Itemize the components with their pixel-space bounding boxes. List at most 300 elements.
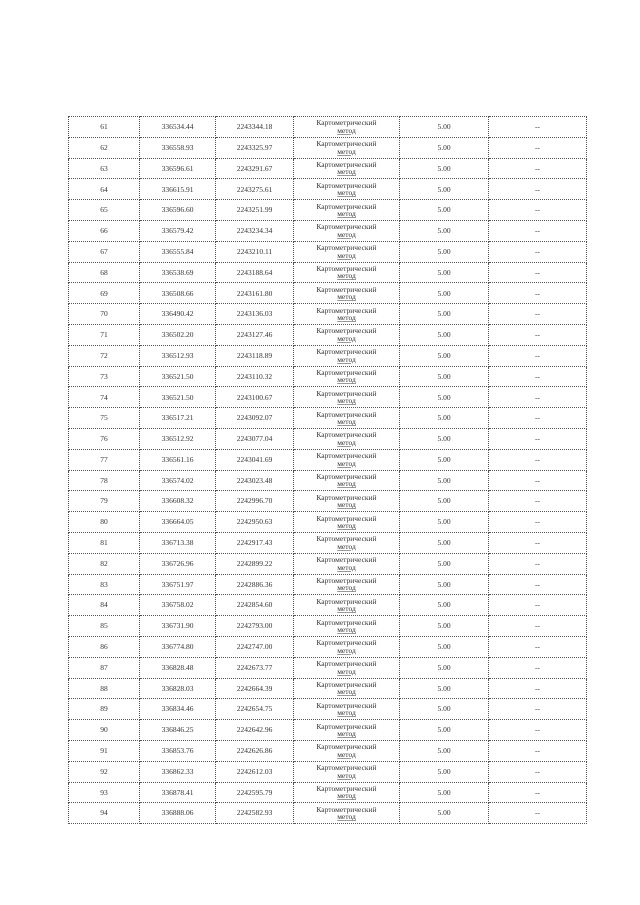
method-cell xyxy=(294,512,400,533)
point-number-cell: 64 xyxy=(69,179,140,200)
method-line-1: Картометрический xyxy=(316,284,377,294)
y-coordinate-cell: 2243077.04 xyxy=(216,428,294,449)
method-cell xyxy=(294,158,400,179)
method-line-1: Картометрический xyxy=(316,409,377,419)
y-coordinate-cell: 2242582.93 xyxy=(216,803,294,824)
method-cell xyxy=(294,470,400,491)
table-row xyxy=(69,283,587,304)
description-cell: -- xyxy=(489,137,587,158)
method-line-1: Картометрический xyxy=(316,596,377,606)
x-coordinate-cell: 336512.92 xyxy=(140,428,216,449)
method-line-1: Картометрический xyxy=(316,617,377,627)
table-row xyxy=(69,408,587,429)
precision-cell: 5.00 xyxy=(400,387,489,408)
table-row xyxy=(69,345,587,366)
table-row xyxy=(69,262,587,283)
precision-cell: 5.00 xyxy=(400,491,489,512)
precision-cell: 5.00 xyxy=(400,595,489,616)
method-line-1: Картометрический xyxy=(316,679,377,689)
x-coordinate-cell: 336774.80 xyxy=(140,636,216,657)
method-cell xyxy=(294,532,400,553)
method-cell xyxy=(294,740,400,761)
x-coordinate-cell: 336517.21 xyxy=(140,408,216,429)
description-cell: -- xyxy=(489,117,587,138)
description-cell: -- xyxy=(489,179,587,200)
precision-cell: 5.00 xyxy=(400,200,489,221)
method-cell xyxy=(294,657,400,678)
x-coordinate-cell: 336713.38 xyxy=(140,532,216,553)
method-cell xyxy=(294,387,400,408)
y-coordinate-cell: 2242654.75 xyxy=(216,699,294,720)
table-row xyxy=(69,740,587,761)
x-coordinate-cell: 336521.50 xyxy=(140,366,216,387)
description-cell: -- xyxy=(489,345,587,366)
method-cell xyxy=(294,408,400,429)
table-row xyxy=(69,304,587,325)
description-cell: -- xyxy=(489,761,587,782)
precision-cell: 5.00 xyxy=(400,366,489,387)
method-line-2: метод xyxy=(337,437,356,447)
table-row xyxy=(69,491,587,512)
method-line-1: Картометрический xyxy=(316,513,377,523)
description-cell: -- xyxy=(489,595,587,616)
precision-cell: 5.00 xyxy=(400,345,489,366)
table-row xyxy=(69,449,587,470)
method-line-1: Картометрический xyxy=(316,700,377,710)
x-coordinate-cell: 336596.61 xyxy=(140,158,216,179)
point-number-cell: 89 xyxy=(69,699,140,720)
description-cell: -- xyxy=(489,158,587,179)
method-line-2: метод xyxy=(337,500,356,510)
point-number-cell: 75 xyxy=(69,408,140,429)
x-coordinate-cell: 336888.06 xyxy=(140,803,216,824)
y-coordinate-cell: 2242626.86 xyxy=(216,740,294,761)
method-cell xyxy=(294,595,400,616)
method-cell xyxy=(294,491,400,512)
method-line-1: Картометрический xyxy=(316,367,377,377)
description-cell: -- xyxy=(489,512,587,533)
x-coordinate-cell: 336758.02 xyxy=(140,595,216,616)
x-coordinate-cell: 336664.05 xyxy=(140,512,216,533)
method-line-2: метод xyxy=(337,167,356,177)
precision-cell: 5.00 xyxy=(400,636,489,657)
table-row xyxy=(69,512,587,533)
method-line-1: Картометрический xyxy=(316,721,377,731)
y-coordinate-cell: 2243188.64 xyxy=(216,262,294,283)
description-cell: -- xyxy=(489,636,587,657)
method-line-1: Картометрический xyxy=(316,492,377,502)
point-number-cell: 77 xyxy=(69,449,140,470)
point-number-cell: 71 xyxy=(69,324,140,345)
table-row xyxy=(69,532,587,553)
method-line-2: метод xyxy=(337,770,356,780)
description-cell: -- xyxy=(489,262,587,283)
method-line-1: Картометрический xyxy=(316,305,377,315)
method-cell xyxy=(294,137,400,158)
y-coordinate-cell: 2242612.03 xyxy=(216,761,294,782)
method-cell xyxy=(294,636,400,657)
precision-cell: 5.00 xyxy=(400,262,489,283)
method-line-2: метод xyxy=(337,687,356,697)
x-coordinate-cell: 336521.50 xyxy=(140,387,216,408)
table-row xyxy=(69,179,587,200)
method-line-1: Картометрический xyxy=(316,263,377,273)
method-line-2: метод xyxy=(337,375,356,385)
method-line-1: Картометрический xyxy=(316,638,377,648)
point-number-cell: 76 xyxy=(69,428,140,449)
point-number-cell: 67 xyxy=(69,241,140,262)
precision-cell: 5.00 xyxy=(400,408,489,429)
method-line-1: Картометрический xyxy=(316,388,377,398)
table-row xyxy=(69,803,587,824)
y-coordinate-cell: 2242793.00 xyxy=(216,616,294,637)
method-line-2: метод xyxy=(337,209,356,219)
method-line-2: метод xyxy=(337,146,356,156)
x-coordinate-cell: 336751.97 xyxy=(140,574,216,595)
method-line-2: метод xyxy=(337,479,356,489)
precision-cell: 5.00 xyxy=(400,324,489,345)
method-line-2: метод xyxy=(337,250,356,260)
method-line-2: метод xyxy=(337,417,356,427)
description-cell: -- xyxy=(489,408,587,429)
y-coordinate-cell: 2242664.39 xyxy=(216,678,294,699)
description-cell: -- xyxy=(489,657,587,678)
method-cell xyxy=(294,761,400,782)
method-cell xyxy=(294,220,400,241)
precision-cell: 5.00 xyxy=(400,699,489,720)
description-cell: -- xyxy=(489,449,587,470)
method-line-1: Картометрический xyxy=(316,804,377,814)
point-number-cell: 70 xyxy=(69,304,140,325)
x-coordinate-cell: 336608.32 xyxy=(140,491,216,512)
point-number-cell: 84 xyxy=(69,595,140,616)
description-cell: -- xyxy=(489,740,587,761)
table-row xyxy=(69,428,587,449)
method-line-2: метод xyxy=(337,812,356,822)
method-line-2: метод xyxy=(337,604,356,614)
precision-cell: 5.00 xyxy=(400,616,489,637)
method-cell xyxy=(294,241,400,262)
point-number-cell: 92 xyxy=(69,761,140,782)
method-line-2: метод xyxy=(337,583,356,593)
method-cell xyxy=(294,179,400,200)
method-cell xyxy=(294,283,400,304)
method-line-1: Картометрический xyxy=(316,139,377,149)
method-line-2: метод xyxy=(337,354,356,364)
method-line-2: метод xyxy=(337,791,356,801)
x-coordinate-cell: 336828.03 xyxy=(140,678,216,699)
method-line-1: Картометрический xyxy=(316,471,377,481)
y-coordinate-cell: 2243023.48 xyxy=(216,470,294,491)
y-coordinate-cell: 2242673.77 xyxy=(216,657,294,678)
y-coordinate-cell: 2242854.60 xyxy=(216,595,294,616)
x-coordinate-cell: 336558.93 xyxy=(140,137,216,158)
method-cell xyxy=(294,345,400,366)
description-cell: -- xyxy=(489,553,587,574)
method-line-1: Картометрический xyxy=(316,534,377,544)
method-cell xyxy=(294,699,400,720)
point-number-cell: 91 xyxy=(69,740,140,761)
point-number-cell: 93 xyxy=(69,782,140,803)
method-line-2: метод xyxy=(337,458,356,468)
x-coordinate-cell: 336828.48 xyxy=(140,657,216,678)
y-coordinate-cell: 2243092.07 xyxy=(216,408,294,429)
table-row xyxy=(69,782,587,803)
description-cell: -- xyxy=(489,532,587,553)
y-coordinate-cell: 2242595.79 xyxy=(216,782,294,803)
precision-cell: 5.00 xyxy=(400,720,489,741)
coordinates-table-body xyxy=(69,117,587,824)
method-cell xyxy=(294,803,400,824)
x-coordinate-cell: 336853.76 xyxy=(140,740,216,761)
method-line-2: метод xyxy=(337,188,356,198)
method-line-1: Картометрический xyxy=(316,347,377,357)
point-number-cell: 80 xyxy=(69,512,140,533)
method-line-2: метод xyxy=(337,541,356,551)
method-cell xyxy=(294,616,400,637)
method-line-2: метод xyxy=(337,645,356,655)
table-row xyxy=(69,720,587,741)
method-line-2: метод xyxy=(337,396,356,406)
method-line-1: Картометрический xyxy=(316,555,377,565)
table-row xyxy=(69,220,587,241)
method-line-2: метод xyxy=(337,313,356,323)
precision-cell: 5.00 xyxy=(400,678,489,699)
description-cell: -- xyxy=(489,324,587,345)
y-coordinate-cell: 2243291.67 xyxy=(216,158,294,179)
point-number-cell: 94 xyxy=(69,803,140,824)
point-number-cell: 68 xyxy=(69,262,140,283)
table-row xyxy=(69,699,587,720)
x-coordinate-cell: 336555.84 xyxy=(140,241,216,262)
y-coordinate-cell: 2242886.36 xyxy=(216,574,294,595)
method-cell xyxy=(294,366,400,387)
description-cell: -- xyxy=(489,678,587,699)
method-line-2: метод xyxy=(337,666,356,676)
x-coordinate-cell: 336579.42 xyxy=(140,220,216,241)
table-row xyxy=(69,117,587,138)
description-cell: -- xyxy=(489,720,587,741)
method-line-1: Картометрический xyxy=(316,180,377,190)
method-cell xyxy=(294,678,400,699)
x-coordinate-cell: 336561.16 xyxy=(140,449,216,470)
method-line-1: Картометрический xyxy=(316,222,377,232)
x-coordinate-cell: 336512.93 xyxy=(140,345,216,366)
description-cell: -- xyxy=(489,220,587,241)
point-number-cell: 83 xyxy=(69,574,140,595)
method-line-2: метод xyxy=(337,708,356,718)
method-line-2: метод xyxy=(337,125,356,135)
method-line-2: метод xyxy=(337,749,356,759)
description-cell: -- xyxy=(489,241,587,262)
x-coordinate-cell: 336846.25 xyxy=(140,720,216,741)
table-row xyxy=(69,636,587,657)
method-line-2: метод xyxy=(337,562,356,572)
table-row xyxy=(69,616,587,637)
y-coordinate-cell: 2242917.43 xyxy=(216,532,294,553)
y-coordinate-cell: 2243251.99 xyxy=(216,200,294,221)
y-coordinate-cell: 2243325.97 xyxy=(216,137,294,158)
precision-cell: 5.00 xyxy=(400,532,489,553)
description-cell: -- xyxy=(489,428,587,449)
description-cell: -- xyxy=(489,366,587,387)
table-row xyxy=(69,158,587,179)
method-line-1: Картометрический xyxy=(316,659,377,669)
x-coordinate-cell: 336834.46 xyxy=(140,699,216,720)
point-number-cell: 62 xyxy=(69,137,140,158)
point-number-cell: 86 xyxy=(69,636,140,657)
table-row xyxy=(69,137,587,158)
x-coordinate-cell: 336508.66 xyxy=(140,283,216,304)
y-coordinate-cell: 2242950.63 xyxy=(216,512,294,533)
table-row xyxy=(69,387,587,408)
description-cell: -- xyxy=(489,699,587,720)
table-row xyxy=(69,574,587,595)
coordinates-table xyxy=(68,116,587,824)
precision-cell: 5.00 xyxy=(400,740,489,761)
x-coordinate-cell: 336538.69 xyxy=(140,262,216,283)
precision-cell: 5.00 xyxy=(400,283,489,304)
description-cell: -- xyxy=(489,200,587,221)
table-row xyxy=(69,324,587,345)
precision-cell: 5.00 xyxy=(400,553,489,574)
point-number-cell: 69 xyxy=(69,283,140,304)
x-coordinate-cell: 336502.20 xyxy=(140,324,216,345)
y-coordinate-cell: 2243127.46 xyxy=(216,324,294,345)
point-number-cell: 87 xyxy=(69,657,140,678)
method-cell xyxy=(294,782,400,803)
point-number-cell: 73 xyxy=(69,366,140,387)
x-coordinate-cell: 336615.91 xyxy=(140,179,216,200)
y-coordinate-cell: 2243275.61 xyxy=(216,179,294,200)
method-line-2: метод xyxy=(337,229,356,239)
x-coordinate-cell: 336596.60 xyxy=(140,200,216,221)
precision-cell: 5.00 xyxy=(400,428,489,449)
precision-cell: 5.00 xyxy=(400,761,489,782)
method-line-1: Картометрический xyxy=(316,763,377,773)
point-number-cell: 66 xyxy=(69,220,140,241)
method-line-2: метод xyxy=(337,625,356,635)
method-line-1: Картометрический xyxy=(316,430,377,440)
method-cell xyxy=(294,117,400,138)
x-coordinate-cell: 336490.42 xyxy=(140,304,216,325)
x-coordinate-cell: 336862.33 xyxy=(140,761,216,782)
precision-cell: 5.00 xyxy=(400,803,489,824)
point-number-cell: 81 xyxy=(69,532,140,553)
table-row xyxy=(69,761,587,782)
method-cell xyxy=(294,304,400,325)
precision-cell: 5.00 xyxy=(400,449,489,470)
method-line-1: Картометрический xyxy=(316,451,377,461)
method-line-1: Картометрический xyxy=(316,159,377,169)
y-coordinate-cell: 2243344.18 xyxy=(216,117,294,138)
y-coordinate-cell: 2242899.22 xyxy=(216,553,294,574)
y-coordinate-cell: 2243161.80 xyxy=(216,283,294,304)
point-number-cell: 72 xyxy=(69,345,140,366)
y-coordinate-cell: 2243100.67 xyxy=(216,387,294,408)
method-cell xyxy=(294,324,400,345)
description-cell: -- xyxy=(489,470,587,491)
precision-cell: 5.00 xyxy=(400,137,489,158)
point-number-cell: 82 xyxy=(69,553,140,574)
y-coordinate-cell: 2243110.32 xyxy=(216,366,294,387)
description-cell: -- xyxy=(489,491,587,512)
y-coordinate-cell: 2243118.89 xyxy=(216,345,294,366)
method-cell xyxy=(294,262,400,283)
method-line-2: метод xyxy=(337,521,356,531)
precision-cell: 5.00 xyxy=(400,117,489,138)
precision-cell: 5.00 xyxy=(400,241,489,262)
table-row xyxy=(69,553,587,574)
x-coordinate-cell: 336574.02 xyxy=(140,470,216,491)
method-line-1: Картометрический xyxy=(316,201,377,211)
table-row xyxy=(69,200,587,221)
method-cell xyxy=(294,428,400,449)
point-number-cell: 61 xyxy=(69,117,140,138)
point-number-cell: 88 xyxy=(69,678,140,699)
precision-cell: 5.00 xyxy=(400,574,489,595)
method-line-2: метод xyxy=(337,292,356,302)
precision-cell: 5.00 xyxy=(400,179,489,200)
point-number-cell: 85 xyxy=(69,616,140,637)
precision-cell: 5.00 xyxy=(400,220,489,241)
method-line-2: метод xyxy=(337,271,356,281)
precision-cell: 5.00 xyxy=(400,657,489,678)
method-line-1: Картометрический xyxy=(316,326,377,336)
precision-cell: 5.00 xyxy=(400,304,489,325)
point-number-cell: 90 xyxy=(69,720,140,741)
description-cell: -- xyxy=(489,803,587,824)
method-cell xyxy=(294,574,400,595)
y-coordinate-cell: 2242642.96 xyxy=(216,720,294,741)
x-coordinate-cell: 336878.41 xyxy=(140,782,216,803)
precision-cell: 5.00 xyxy=(400,782,489,803)
y-coordinate-cell: 2243136.03 xyxy=(216,304,294,325)
table-row xyxy=(69,366,587,387)
description-cell: -- xyxy=(489,782,587,803)
x-coordinate-cell: 336731.90 xyxy=(140,616,216,637)
description-cell: -- xyxy=(489,387,587,408)
x-coordinate-cell: 336534.44 xyxy=(140,117,216,138)
method-line-1: Картометрический xyxy=(316,243,377,253)
method-cell xyxy=(294,200,400,221)
method-line-1: Картометрический xyxy=(316,118,377,128)
table-row xyxy=(69,657,587,678)
y-coordinate-cell: 2242996.70 xyxy=(216,491,294,512)
table-row xyxy=(69,678,587,699)
point-number-cell: 79 xyxy=(69,491,140,512)
method-line-1: Картометрический xyxy=(316,783,377,793)
point-number-cell: 65 xyxy=(69,200,140,221)
description-cell: -- xyxy=(489,574,587,595)
method-line-1: Картометрический xyxy=(316,575,377,585)
y-coordinate-cell: 2243234.34 xyxy=(216,220,294,241)
point-number-cell: 78 xyxy=(69,470,140,491)
method-line-2: метод xyxy=(337,333,356,343)
method-line-1: Картометрический xyxy=(316,742,377,752)
precision-cell: 5.00 xyxy=(400,158,489,179)
description-cell: -- xyxy=(489,616,587,637)
y-coordinate-cell: 2243210.11 xyxy=(216,241,294,262)
table-row xyxy=(69,241,587,262)
point-number-cell: 74 xyxy=(69,387,140,408)
y-coordinate-cell: 2242747.00 xyxy=(216,636,294,657)
method-cell xyxy=(294,720,400,741)
description-cell: -- xyxy=(489,304,587,325)
method-cell xyxy=(294,449,400,470)
precision-cell: 5.00 xyxy=(400,470,489,491)
x-coordinate-cell: 336726.96 xyxy=(140,553,216,574)
